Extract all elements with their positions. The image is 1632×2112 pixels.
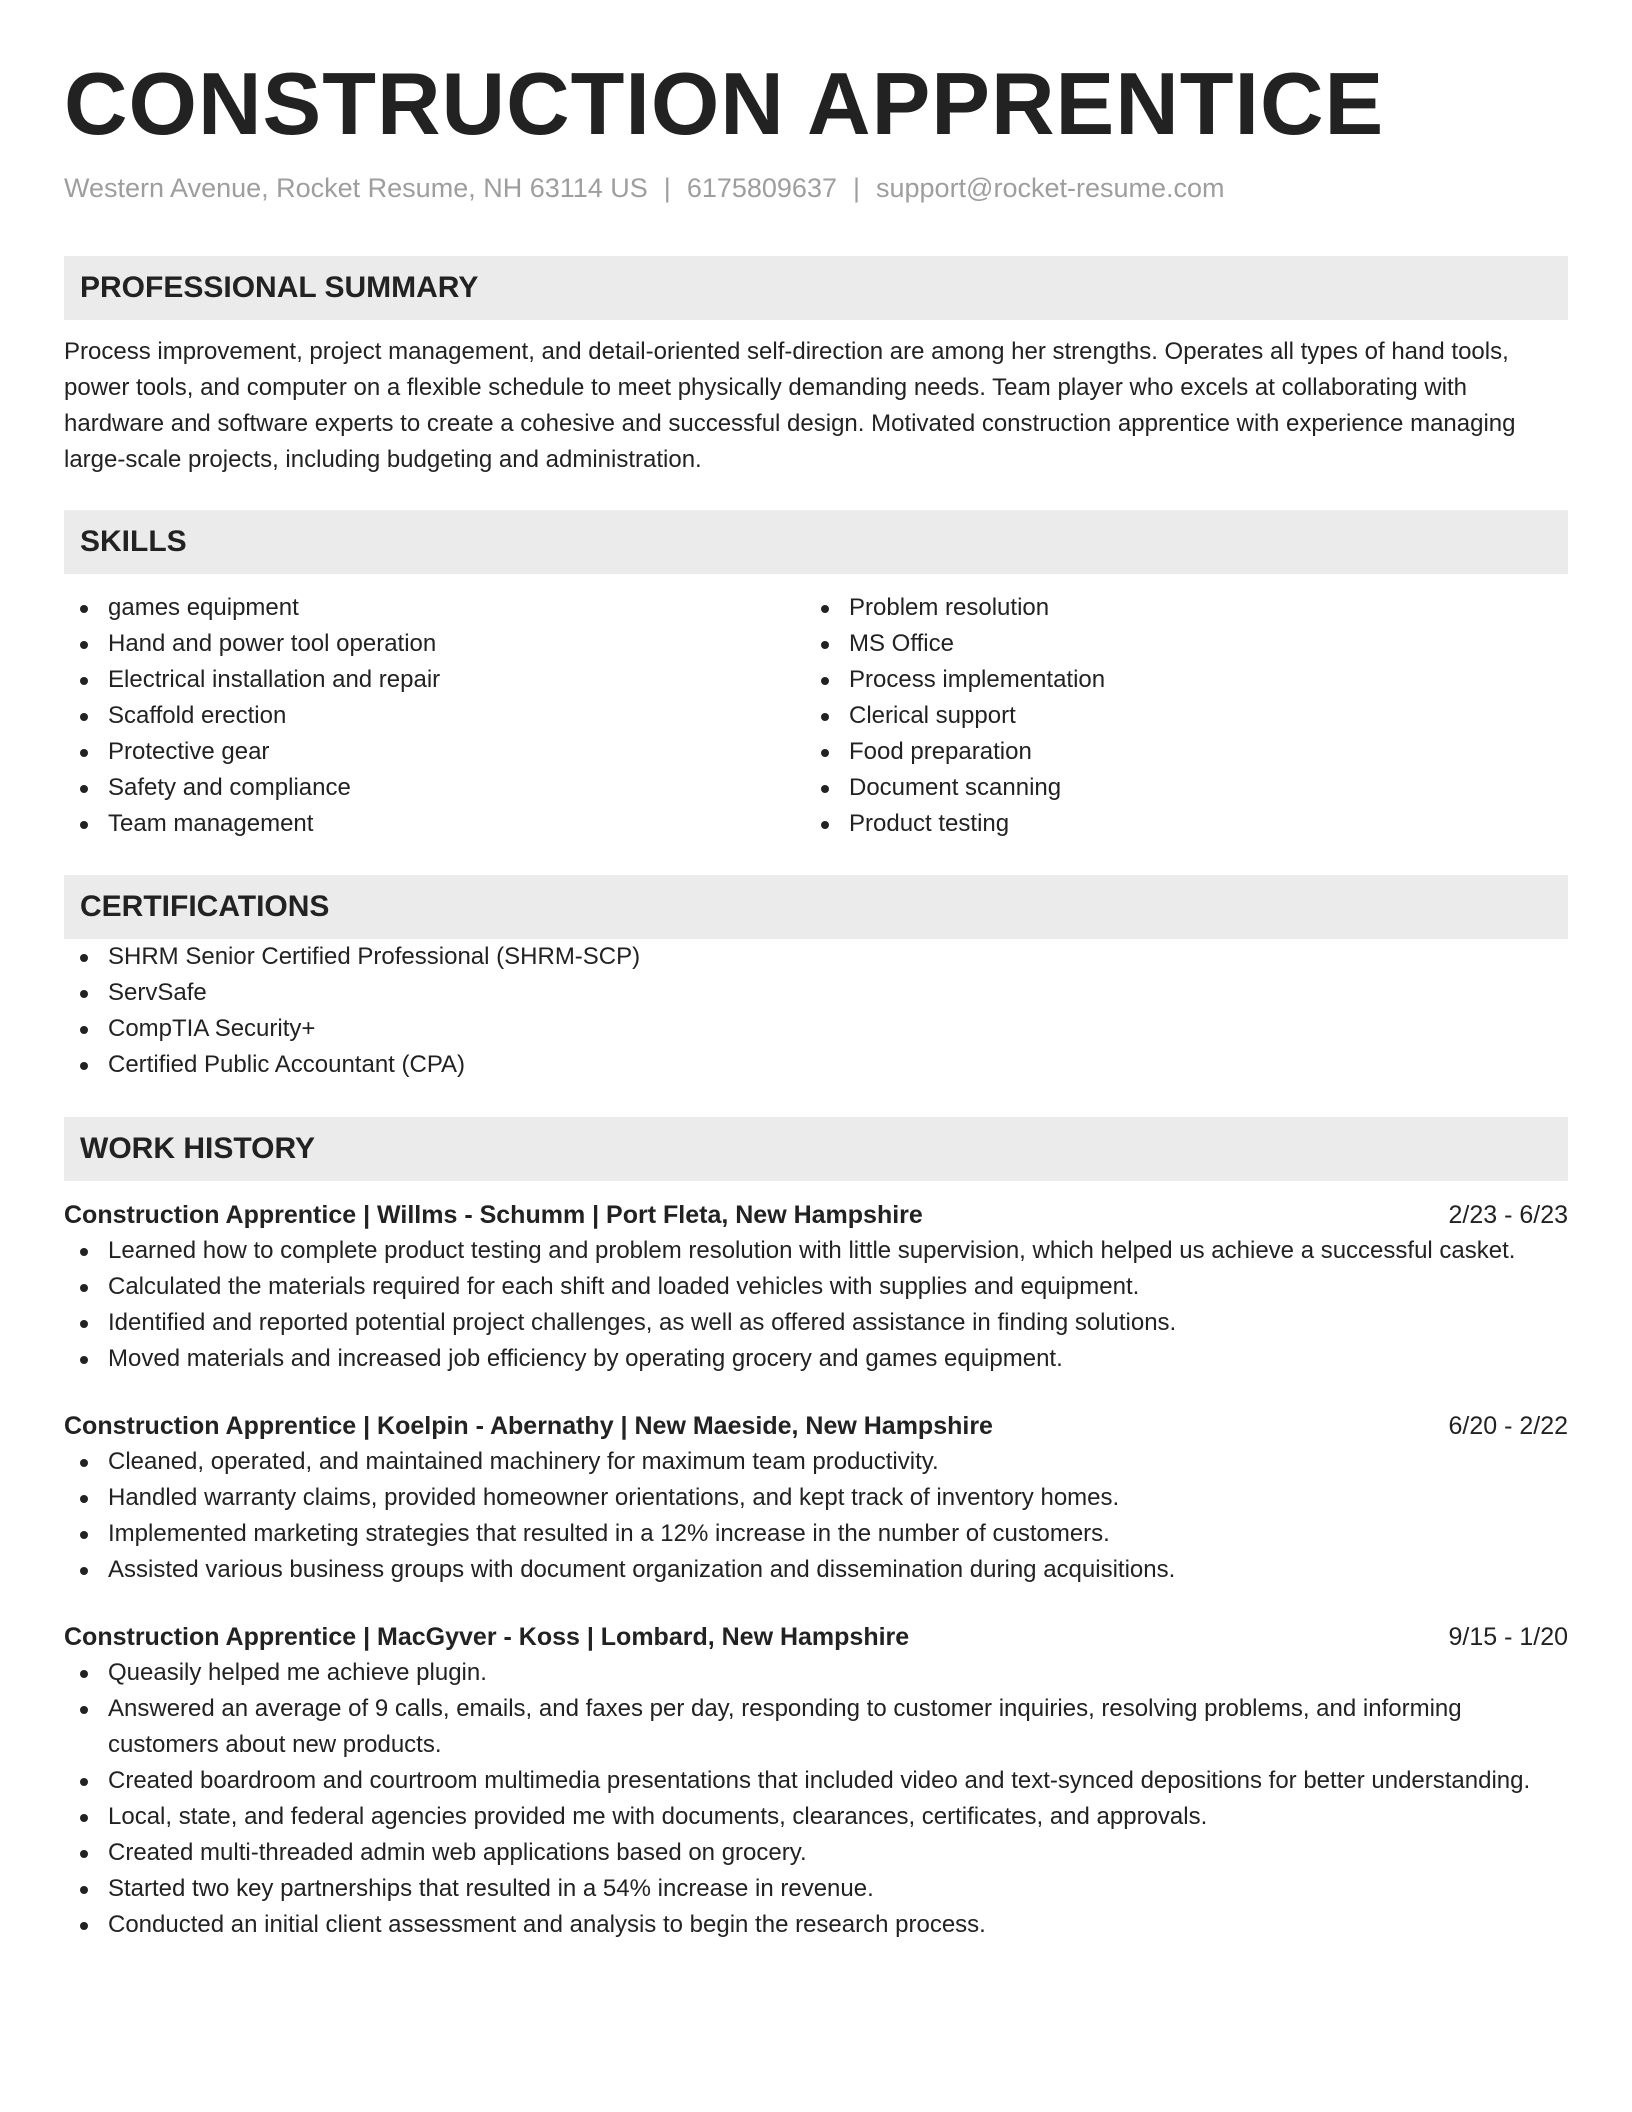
skill-item: Product testing [805,806,1546,842]
candidate-name: CONSTRUCTION APPRENTICE [64,54,1385,153]
job-header [64,1197,1568,1233]
skills-column-left [64,590,805,842]
job-bullet: Identified and reported potential project challenges, as well as offered assistance in finding solutions. [64,1305,1568,1341]
contact-email: support@rocket-resume.com [876,173,1225,203]
job-entry [64,1619,1568,1943]
job-dates: 2/23 - 6/23 [1448,1201,1568,1229]
summary-heading: PROFESSIONAL SUMMARY [64,256,1568,320]
job-bullet: Conducted an initial client assessment and analysis to begin the research process. [64,1907,1568,1943]
summary-text: Process improvement, project management, and detail-oriented self-direction are among her strengths. Operates all types of hand tools, power tools, and computer on a flexible schedule to meet physically demanding needs. Team player who excels at collaborating with hardware and software experts to create a cohesive and successful design. Motivated construction apprentice with experience managing large-scale projects, including budgeting and administration. [64,338,1516,473]
job-entry [64,1197,1568,1377]
skill-item: Protective gear [64,734,805,770]
skill-item: Safety and compliance [64,770,805,806]
job-header [64,1408,1568,1444]
skill-item: MS Office [805,626,1546,662]
job-entry [64,1408,1568,1588]
job-bullet: Handled warranty claims, provided homeowner orientations, and kept track of inventory homes. [64,1480,1568,1516]
job-bullet: Started two key partnerships that resulted in a 54% increase in revenue. [64,1871,1568,1907]
skill-item: Document scanning [805,770,1546,806]
skill-item: games equipment [64,590,805,626]
job-bullet: Created boardroom and courtroom multimedia presentations that included video and text-synced depositions for better understanding. [64,1763,1568,1799]
skills-column-right [805,590,1546,842]
job-bullet: Calculated the materials required for each shift and loaded vehicles with supplies and equipment. [64,1269,1568,1305]
job-title: Construction Apprentice | MacGyver - Koss | Lombard, New Hampshire [64,1623,910,1651]
job-bullets [64,1444,1568,1588]
certification-item: CompTIA Security+ [64,1011,1568,1047]
contact-separator: | [852,173,860,203]
job-title: Construction Apprentice | Willms - Schumm | Port Fleta, New Hampshire [64,1201,923,1229]
job-bullet: Assisted various business groups with document organization and dissemination during acquisitions. [64,1552,1568,1588]
certifications-heading: CERTIFICATIONS [64,875,1568,939]
skills-heading: SKILLS [64,510,1568,574]
job-bullets [64,1655,1568,1943]
job-bullet: Implemented marketing strategies that resulted in a 12% increase in the number of customers. [64,1516,1568,1552]
job-dates: 9/15 - 1/20 [1448,1623,1568,1651]
skill-item: Problem resolution [805,590,1546,626]
skill-item: Food preparation [805,734,1546,770]
certification-item: Certified Public Accountant (CPA) [64,1047,1568,1083]
job-bullet: Moved materials and increased job efficiency by operating grocery and games equipment. [64,1341,1568,1377]
contact-phone: 6175809637 [686,173,837,203]
skills-list [64,590,1568,842]
job-bullet: Created multi-threaded admin web applications based on grocery. [64,1835,1568,1871]
certification-item: SHRM Senior Certified Professional (SHRM-SCP) [64,939,1568,975]
certifications-list [64,939,1568,1083]
contact-line [64,170,1568,206]
skill-item: Clerical support [805,698,1546,734]
job-header [64,1619,1568,1655]
skill-item: Electrical installation and repair [64,662,805,698]
certification-item: ServSafe [64,975,1568,1011]
job-bullet: Learned how to complete product testing and problem resolution with little supervision, which helped us achieve a successful casket. [64,1233,1568,1269]
job-bullet: Answered an average of 9 calls, emails, and faxes per day, responding to customer inquiries, resolving problems, and informing customers about new products. [64,1691,1568,1763]
job-title: Construction Apprentice | Koelpin - Abernathy | New Maeside, New Hampshire [64,1412,993,1440]
contact-address: Western Avenue, Rocket Resume, NH 63114 US [64,173,648,203]
job-dates: 6/20 - 2/22 [1448,1412,1568,1440]
job-bullet: Cleaned, operated, and maintained machinery for maximum team productivity. [64,1444,1568,1480]
skill-item: Scaffold erection [64,698,805,734]
job-bullet: Local, state, and federal agencies provided me with documents, clearances, certificates, and approvals. [64,1799,1568,1835]
work-history-heading: WORK HISTORY [64,1117,1568,1181]
resume-page [64,0,1568,1943]
job-bullet: Queasily helped me achieve plugin. [64,1655,1568,1691]
skill-item: Team management [64,806,805,842]
skill-item: Hand and power tool operation [64,626,805,662]
job-bullets [64,1233,1568,1377]
contact-separator: | [663,173,671,203]
skill-item: Process implementation [805,662,1546,698]
